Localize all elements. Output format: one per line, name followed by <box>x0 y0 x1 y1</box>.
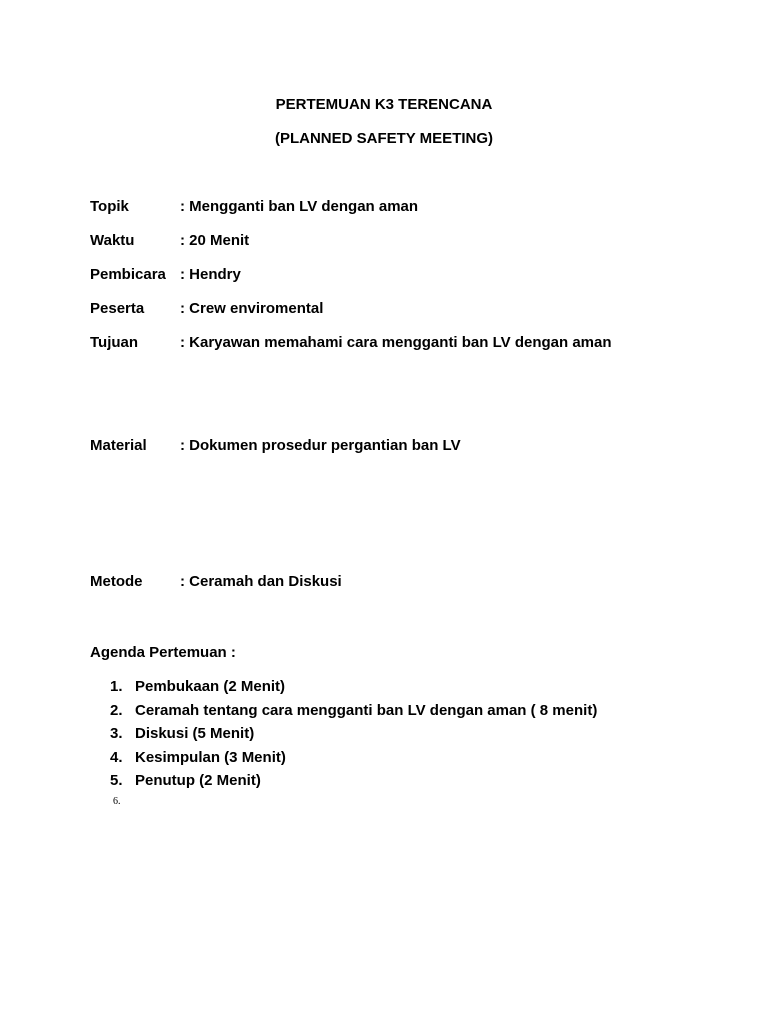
agenda-item-number: 3. <box>110 725 123 743</box>
field-topik <box>90 197 418 217</box>
agenda-item-text: Kesimpulan (3 Menit) <box>135 748 286 766</box>
field-pembicara <box>90 265 241 285</box>
field-label: Pembicara <box>90 266 166 283</box>
field-value: : Mengganti ban LV dengan aman <box>180 198 419 215</box>
agenda-item-text: Ceramah tentang cara mengganti ban LV dengan aman ( 8 menit) <box>135 701 598 719</box>
agenda-item <box>110 724 597 748</box>
field-material <box>90 436 461 456</box>
agenda-item-number: 2. <box>110 701 123 719</box>
field-value: : Hendry <box>180 266 241 283</box>
agenda-list <box>110 677 597 795</box>
agenda-item-text: Diskusi (5 Menit) <box>135 725 255 743</box>
field-value: : Dokumen prosedur pergantian ban LV <box>180 437 461 454</box>
document-subtitle: (PLANNED SAFETY MEETING) <box>274 130 494 147</box>
agenda-item <box>110 677 597 701</box>
field-metode <box>90 572 342 592</box>
agenda-empty-item-number: 6. <box>113 796 121 807</box>
agenda-item-text: Pembukaan (2 Menit) <box>135 678 286 695</box>
agenda-item-number: 5. <box>110 772 123 790</box>
field-label: Topik <box>90 198 129 215</box>
agenda-item-text: Penutup (2 Menit) <box>135 772 261 790</box>
agenda-item <box>110 701 597 725</box>
field-label: Peserta <box>90 300 145 317</box>
field-value: : Crew enviromental <box>180 300 324 317</box>
agenda-heading: Agenda Pertemuan : <box>90 644 236 661</box>
document-title: PERTEMUAN K3 TERENCANA <box>275 96 493 113</box>
field-label: Material <box>90 437 147 454</box>
agenda-item <box>110 748 597 772</box>
agenda-item-number: 4. <box>110 748 123 766</box>
field-waktu <box>90 231 249 251</box>
agenda-item-number: 1. <box>110 678 123 695</box>
field-label: Waktu <box>90 232 135 249</box>
field-value: : 20 Menit <box>180 232 250 249</box>
field-label: Tujuan <box>90 334 139 351</box>
field-label: Metode <box>90 573 143 590</box>
field-tujuan <box>90 333 612 353</box>
field-peserta <box>90 299 323 319</box>
field-value: : Ceramah dan Diskusi <box>180 573 342 590</box>
agenda-item <box>110 771 597 795</box>
field-value: : Karyawan memahami cara mengganti ban LV dengan aman <box>180 334 612 351</box>
